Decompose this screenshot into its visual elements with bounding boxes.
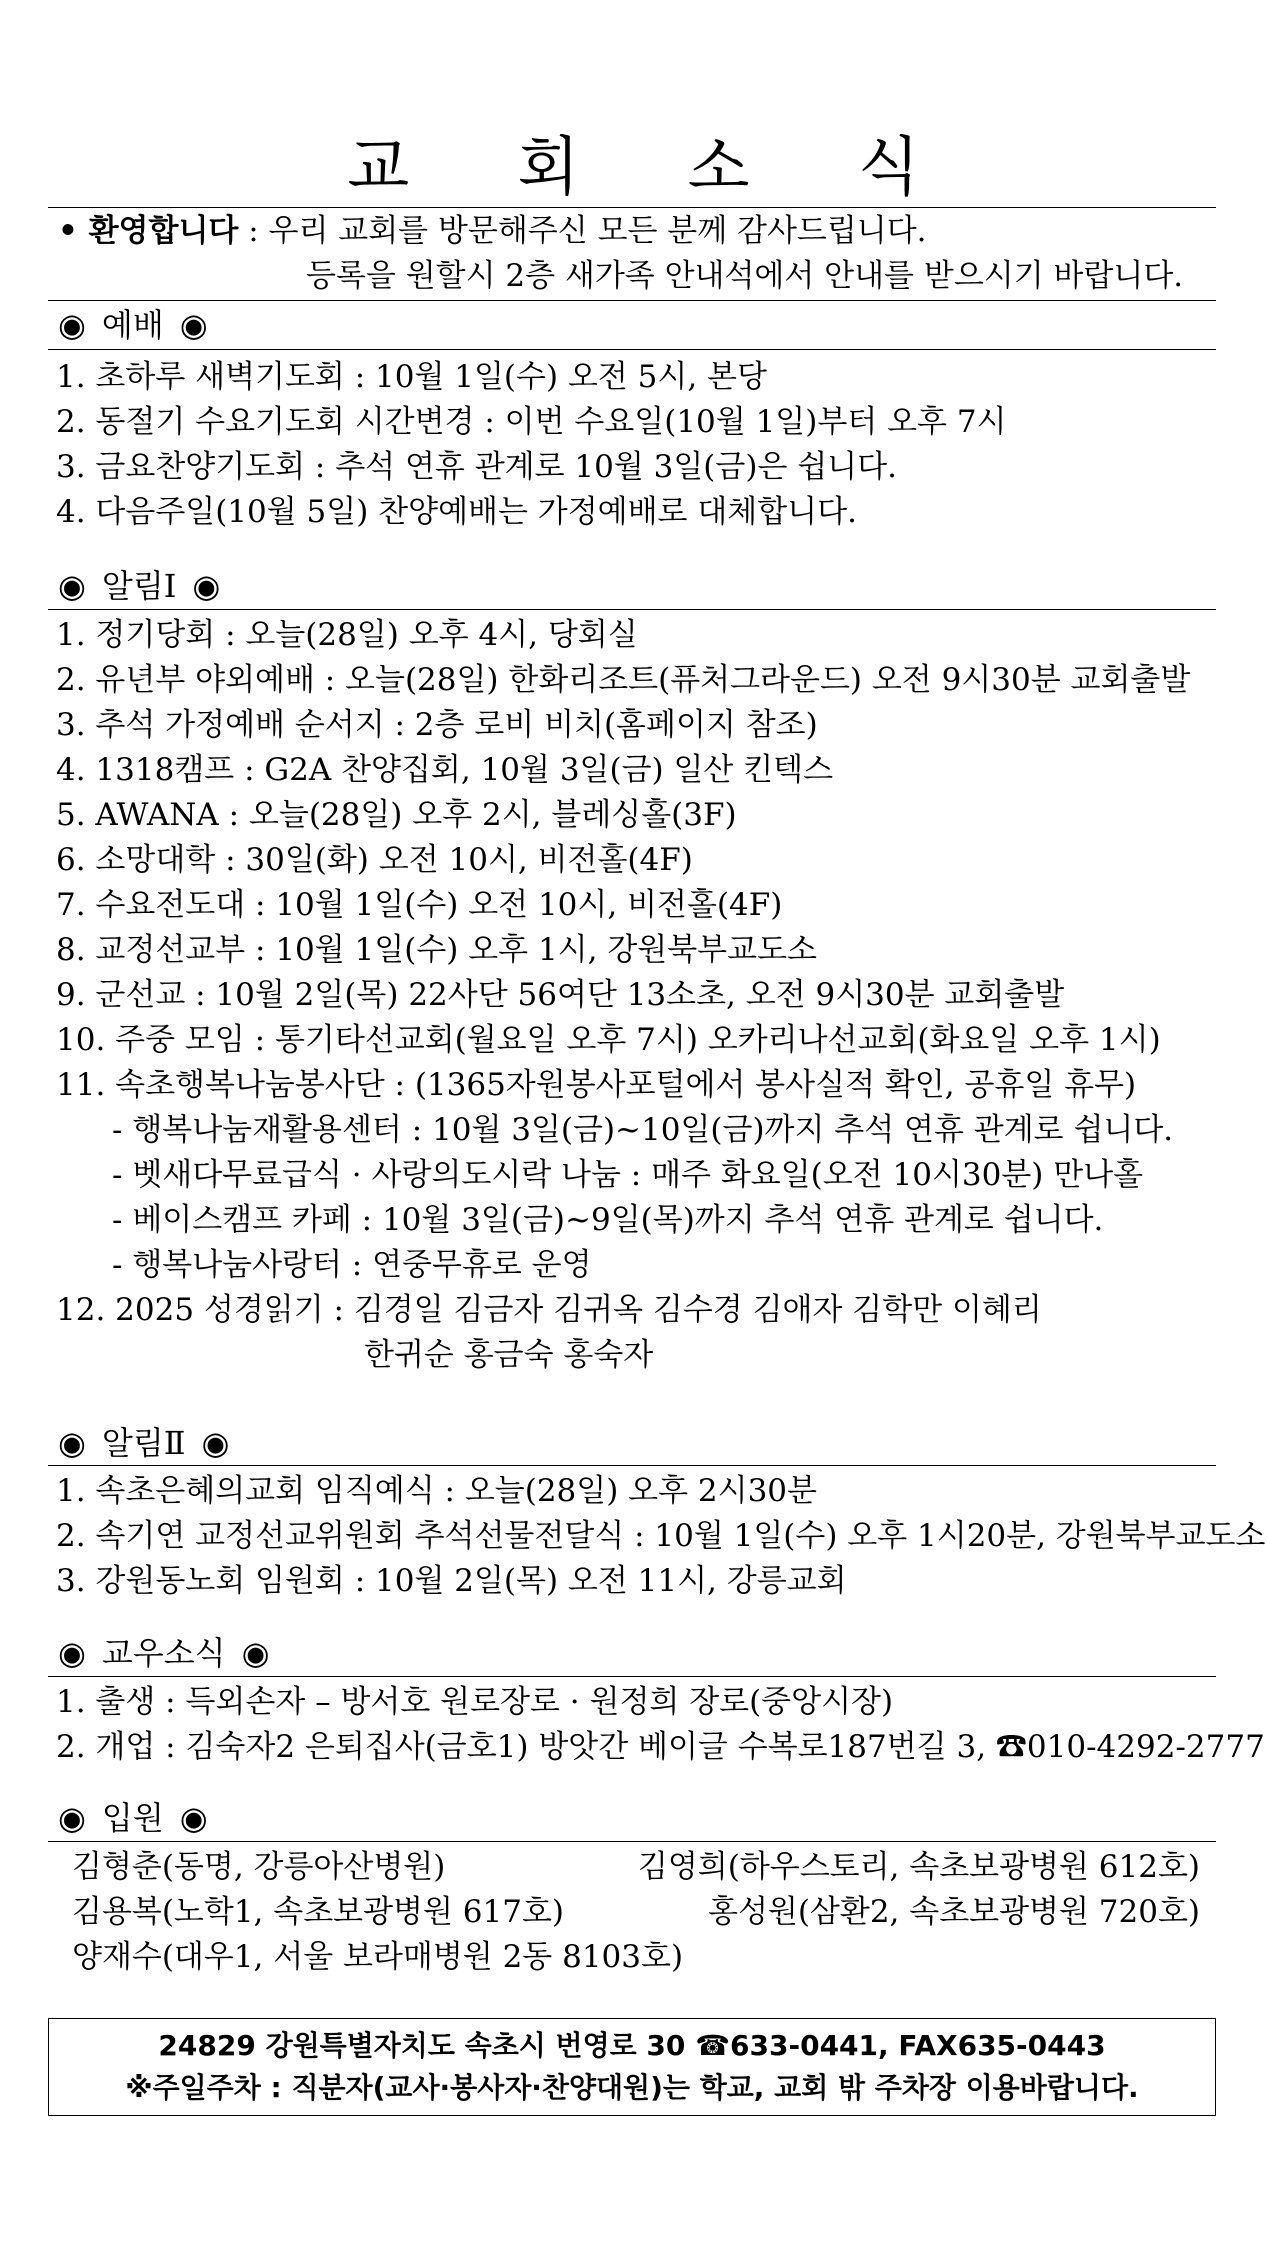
members-heading-label: 교우소식: [101, 1634, 226, 1672]
list-item: 2. 유년부 야외예배 : 오늘(28일) 한화리조트(퓨처그라운드) 오전 9시30분 교회출발: [56, 662, 1191, 698]
list-item: 2. 개업 : 김숙자2 은퇴집사(금호1) 방앗간 베이글 수복로187번길 3, ☎010-4292-2777: [56, 1729, 1265, 1765]
list-item: 8. 교정선교부 : 10월 1일(수) 오후 1시, 강원북부교도소: [56, 932, 817, 968]
list-item: 1. 출생 : 득외손자 – 방서호 원로장로 · 원정희 장로(중앙시장): [56, 1684, 894, 1720]
bullet-icon: ◉: [58, 306, 86, 344]
hospital-heading: [58, 1795, 208, 1841]
bullet-icon: ◉: [58, 1424, 86, 1462]
list-item: 1. 속초은혜의교회 임직예식 : 오늘(28일) 오후 2시30분: [56, 1473, 817, 1509]
bullet-icon: ◉: [201, 1424, 230, 1462]
hospital-row: [72, 1845, 1200, 1890]
notice1-rule: [48, 609, 1216, 610]
welcome-label: • 환영합니다: [58, 213, 239, 249]
hospital-entry: 김영희(하우스토리, 속초보광병원 612호): [637, 1849, 1200, 1885]
bullet-icon: ◉: [58, 1799, 86, 1837]
welcome-line-1: : 우리 교회를 방문해주신 모든 분께 감사드립니다.: [238, 213, 927, 249]
footer-parking-note: ※주일주차 : 직분자(교사·봉사자·찬양대원)는 학교, 교회 밖 주차장 이용바랍니다.: [125, 2071, 1139, 2104]
list-item: 11. 속초행복나눔봉사단 : (1365자원봉사포털에서 봉사실적 확인, 공휴일 휴무): [56, 1067, 1137, 1103]
welcome-block: [58, 209, 1183, 299]
list-item: 3. 추석 가정예배 순서지 : 2층 로비 비치(홈페이지 참조): [56, 707, 818, 743]
hospital-entry: 김형춘(동명, 강릉아산병원): [72, 1849, 446, 1885]
list-item: 3. 강원동노회 임원회 : 10월 2일(목) 오전 11시, 강릉교회: [56, 1563, 847, 1599]
bullet-icon: ◉: [179, 1799, 208, 1837]
hospital-row: [72, 1935, 1200, 1980]
list-item: 6. 소망대학 : 30일(화) 오전 10시, 비전홀(4F): [56, 842, 693, 878]
hospital-entry: 양재수(대우1, 서울 보라매병원 2동 8103호): [72, 1939, 684, 1975]
list-item: 1. 초하루 새벽기도회 : 10월 1일(수) 오전 5시, 본당: [56, 359, 767, 395]
list-item: 7. 수요전도대 : 10월 1일(수) 오전 10시, 비전홀(4F): [56, 887, 783, 923]
page-title: 교 회 소 식: [347, 131, 964, 205]
notice2-list: [56, 1469, 1265, 1604]
list-item: 9. 군선교 : 10월 2일(목) 22사단 56여단 13소초, 오전 9시30분 교회출발: [56, 977, 1065, 1013]
hospital-heading-label: 입원: [101, 1799, 164, 1837]
members-rule: [48, 1676, 1216, 1677]
welcome-line-2: 등록을 원할시 2층 새가족 안내석에서 안내를 받으시기 바랍니다.: [306, 258, 1184, 294]
worship-rule: [48, 349, 1216, 350]
footer-address: 24829 강원특별자치도 속초시 번영로 30 ☎633-0441, FAX635-0443: [158, 2029, 1106, 2062]
members-heading: [58, 1630, 270, 1676]
bullet-icon: ◉: [241, 1634, 270, 1672]
footer-box: [48, 2018, 1216, 2116]
list-item: 2. 동절기 수요기도회 시간변경 : 이번 수요일(10월 1일)부터 오후 7시: [56, 404, 1007, 440]
bullet-icon: ◉: [192, 567, 221, 605]
list-subitem: - 벳새다무료급식 · 사랑의도시락 나눔 : 매주 화요일(오전 10시30분) 만나홀: [112, 1157, 1144, 1193]
bullet-icon: ◉: [58, 1634, 86, 1672]
hospital-rule: [48, 1841, 1216, 1842]
hospital-entry: 김용복(노학1, 속초보광병원 617호): [72, 1894, 564, 1930]
list-item-continuation: 한귀순 홍금숙 홍숙자: [364, 1337, 654, 1373]
title-rule: [48, 207, 1216, 208]
list-item: 12. 2025 성경읽기 : 김경일 김금자 김귀옥 김수경 김애자 김학만 이혜리: [56, 1292, 1042, 1328]
worship-heading: [58, 302, 208, 348]
notice2-heading: [58, 1420, 229, 1466]
list-subitem: - 행복나눔사랑터 : 연중무휴로 운영: [112, 1247, 592, 1283]
list-item: 4. 1318캠프 : G2A 찬양집회, 10월 3일(금) 일산 킨텍스: [56, 752, 834, 788]
list-item: 5. AWANA : 오늘(28일) 오후 2시, 블레싱홀(3F): [56, 797, 737, 833]
notice1-list: [56, 613, 1190, 1378]
list-item: 1. 정기당회 : 오늘(28일) 오후 4시, 당회실: [56, 617, 638, 653]
list-subitem: - 행복나눔재활용센터 : 10월 3일(금)~10일(금)까지 추석 연휴 관계로 쉽니다.: [112, 1112, 1174, 1148]
notice2-heading-label: 알림Ⅱ: [101, 1424, 186, 1462]
notice1-heading-label: 알림Ⅰ: [101, 567, 177, 605]
hospital-row: [72, 1890, 1200, 1935]
bullet-icon: ◉: [179, 306, 208, 344]
welcome-rule: [48, 300, 1216, 301]
hospital-list: [72, 1845, 1200, 1980]
list-item: 3. 금요찬양기도회 : 추석 연휴 관계로 10월 3일(금)은 쉽니다.: [56, 449, 897, 485]
list-item: 2. 속기연 교정선교위원회 추석선물전달식 : 10월 1일(수) 오후 1시20분, 강원북부교도소: [56, 1518, 1266, 1554]
list-item: 10. 주중 모임 : 통기타선교회(월요일 오후 7시) 오카리나선교회(화요일 오후 1시): [56, 1022, 1161, 1058]
notice2-rule: [48, 1465, 1216, 1466]
hospital-entry: 홍성원(삼환2, 속초보광병원 720호): [708, 1894, 1200, 1930]
list-item: 4. 다음주일(10월 5일) 찬양예배는 가정예배로 대체합니다.: [56, 494, 857, 530]
worship-heading-label: 예배: [101, 306, 164, 344]
members-list: [56, 1680, 1265, 1770]
notice1-heading: [58, 563, 220, 609]
bullet-icon: ◉: [58, 567, 86, 605]
worship-list: [56, 355, 1007, 535]
list-subitem: - 베이스캠프 카페 : 10월 3일(금)~9일(목)까지 추석 연휴 관계로 쉽니다.: [112, 1202, 1104, 1238]
